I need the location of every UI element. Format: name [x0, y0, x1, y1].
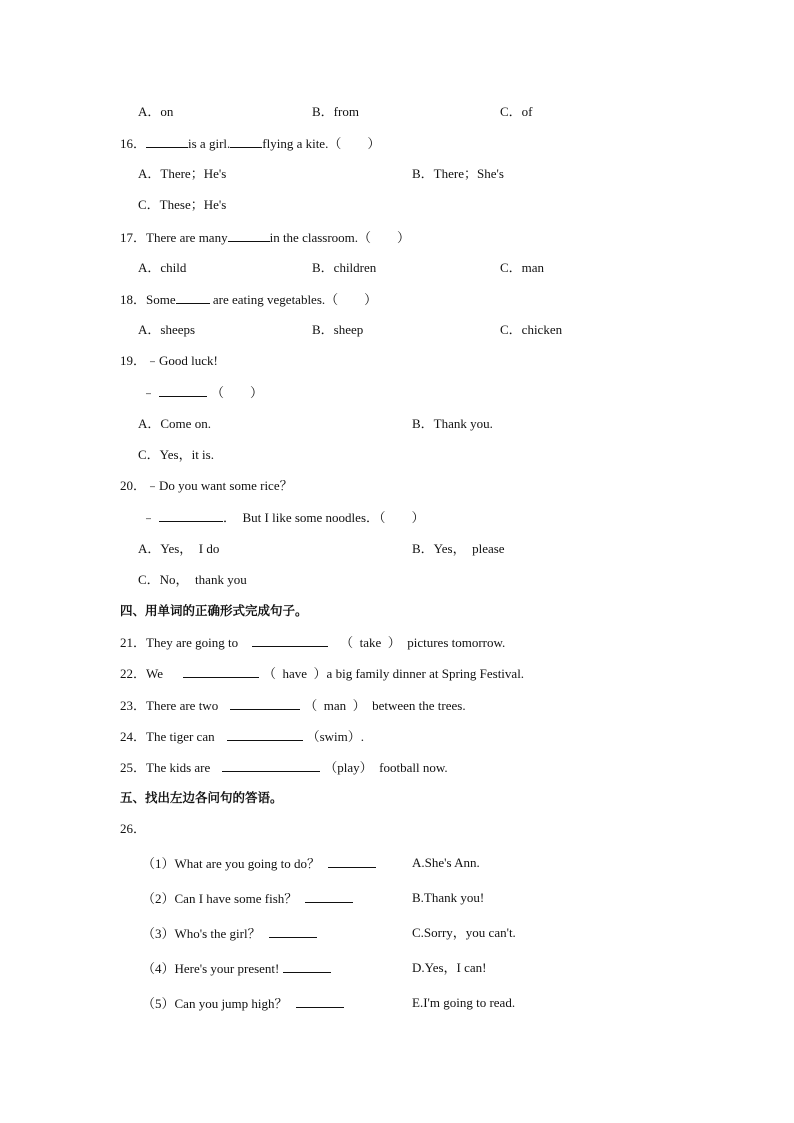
matching-answer-a: A.She's Ann.: [412, 855, 480, 870]
q18-option-b: B．sheep: [312, 322, 364, 337]
q19-option-c: C．Yes，it is.: [138, 447, 214, 462]
matching-question: （3）Who's the girl？: [142, 926, 261, 941]
q16-option-c: C．These；He's: [138, 197, 227, 212]
matching-answer-c: C.Sorry，you can't.: [412, 925, 516, 940]
question-25: [120, 759, 448, 776]
q19-option-b: B．Thank you.: [412, 416, 493, 431]
answer-blank[interactable]: [176, 291, 210, 304]
question-text: （ have ）a big family dinner at Spring Festival.: [263, 666, 525, 681]
question-text: They are going to: [146, 635, 239, 650]
q15-option-b: B．from: [312, 104, 359, 119]
dash: ﹣: [142, 510, 156, 525]
question-19-reply: [142, 384, 263, 401]
section-5-title: 五、找出左边各问句的答语。: [120, 790, 283, 805]
question-number: 16．: [120, 136, 147, 151]
question-number: 20．: [120, 478, 147, 493]
q20-option-c: C．No， thank you: [138, 572, 247, 587]
q20-option-b: B．Yes， please: [412, 541, 505, 556]
answer-blank[interactable]: [269, 925, 317, 938]
answer-blank[interactable]: [230, 697, 300, 710]
matching-answer-e: E.I'm going to read.: [412, 995, 516, 1010]
matching-row-1: [142, 855, 376, 872]
answer-blank[interactable]: [183, 665, 259, 678]
dash: ﹣: [142, 385, 156, 400]
answer-blank[interactable]: [283, 960, 331, 973]
question-16: [120, 135, 380, 152]
question-number: 25．: [120, 760, 147, 775]
answer-blank[interactable]: [305, 890, 353, 903]
question-number: 18．: [120, 292, 147, 307]
answer-blank[interactable]: [328, 855, 376, 868]
q19-option-a: A．Come on.: [138, 416, 211, 431]
matching-question: （5）Can you jump high？: [142, 996, 288, 1011]
q17-option-b: B．children: [312, 260, 377, 275]
matching-answer-b: B.Thank you!: [412, 890, 485, 905]
answer-blank[interactable]: [146, 135, 188, 148]
matching-question: （1）What are you going to do？: [142, 856, 320, 871]
question-22: [120, 665, 524, 682]
question-number: 21．: [120, 635, 147, 650]
q17-option-c: C．man: [500, 260, 545, 275]
matching-row-5: [142, 995, 344, 1012]
question-18: [120, 291, 377, 308]
question-20: [120, 478, 293, 494]
matching-row-2: [142, 890, 353, 907]
answer-blank[interactable]: [252, 634, 328, 647]
answer-blank[interactable]: [159, 384, 207, 397]
section-4-title: 四、用单词的正确形式完成句子。: [120, 603, 308, 618]
question-text: There are two: [146, 698, 219, 713]
q18-option-a: A．sheeps: [138, 322, 196, 337]
question-24: [120, 728, 364, 745]
question-number: 19．: [120, 353, 147, 368]
question-number: 23．: [120, 698, 147, 713]
question-text: There are many: [146, 230, 228, 245]
matching-row-3: [142, 925, 317, 942]
matching-row-4: [142, 960, 331, 977]
answer-blank[interactable]: [227, 728, 303, 741]
question-number: 22．: [120, 666, 147, 681]
question-text: in the classroom.（ ）: [269, 230, 411, 245]
question-text: The kids are: [146, 760, 211, 775]
question-text: （play） football now.: [324, 760, 448, 775]
question-23: [120, 697, 466, 714]
q15-option-a: A．on: [138, 104, 174, 119]
matching-question: （4）Here's your present!: [142, 961, 280, 976]
question-text: （ take ） pictures tomorrow.: [340, 635, 506, 650]
matching-question: （2）Can I have some fish？: [142, 891, 298, 906]
q15-option-c: C．of: [500, 104, 533, 119]
question-number: 24．: [120, 729, 147, 744]
question-text: We: [146, 666, 164, 681]
question-text: are eating vegetables.（ ）: [209, 292, 378, 307]
question-text: flying a kite.（ ）: [262, 136, 381, 151]
question-26-number: 26．: [120, 821, 147, 836]
answer-blank[interactable]: [230, 135, 262, 148]
question-text: ﹣Do you want some rice？: [146, 478, 293, 493]
q16-option-a: A．There；He's: [138, 166, 227, 181]
question-21: [120, 634, 505, 651]
question-text: The tiger can: [146, 729, 215, 744]
question-text: ． But I like some noodles．（ ）: [223, 510, 425, 525]
question-19: [120, 353, 218, 369]
answer-blank[interactable]: [222, 759, 320, 772]
question-text: （swim）.: [306, 729, 365, 744]
question-text: is a girl.: [188, 136, 231, 151]
q20-option-a: A．Yes， I do: [138, 541, 220, 556]
question-text: Some: [146, 292, 176, 307]
q17-option-a: A．child: [138, 260, 187, 275]
question-number: 17．: [120, 230, 147, 245]
q16-option-b: B．There；She's: [412, 166, 504, 181]
question-20-reply: [142, 509, 425, 526]
q18-option-c: C．chicken: [500, 322, 563, 337]
answer-blank[interactable]: [296, 995, 344, 1008]
answer-blank[interactable]: [159, 509, 223, 522]
matching-answer-d: D.Yes，I can!: [412, 960, 487, 975]
answer-paren: （ ）: [211, 385, 264, 400]
answer-blank[interactable]: [228, 229, 270, 242]
question-text: ﹣Good luck!: [146, 353, 218, 368]
question-text: （ man ） between the trees.: [304, 698, 466, 713]
question-17: [120, 229, 410, 246]
